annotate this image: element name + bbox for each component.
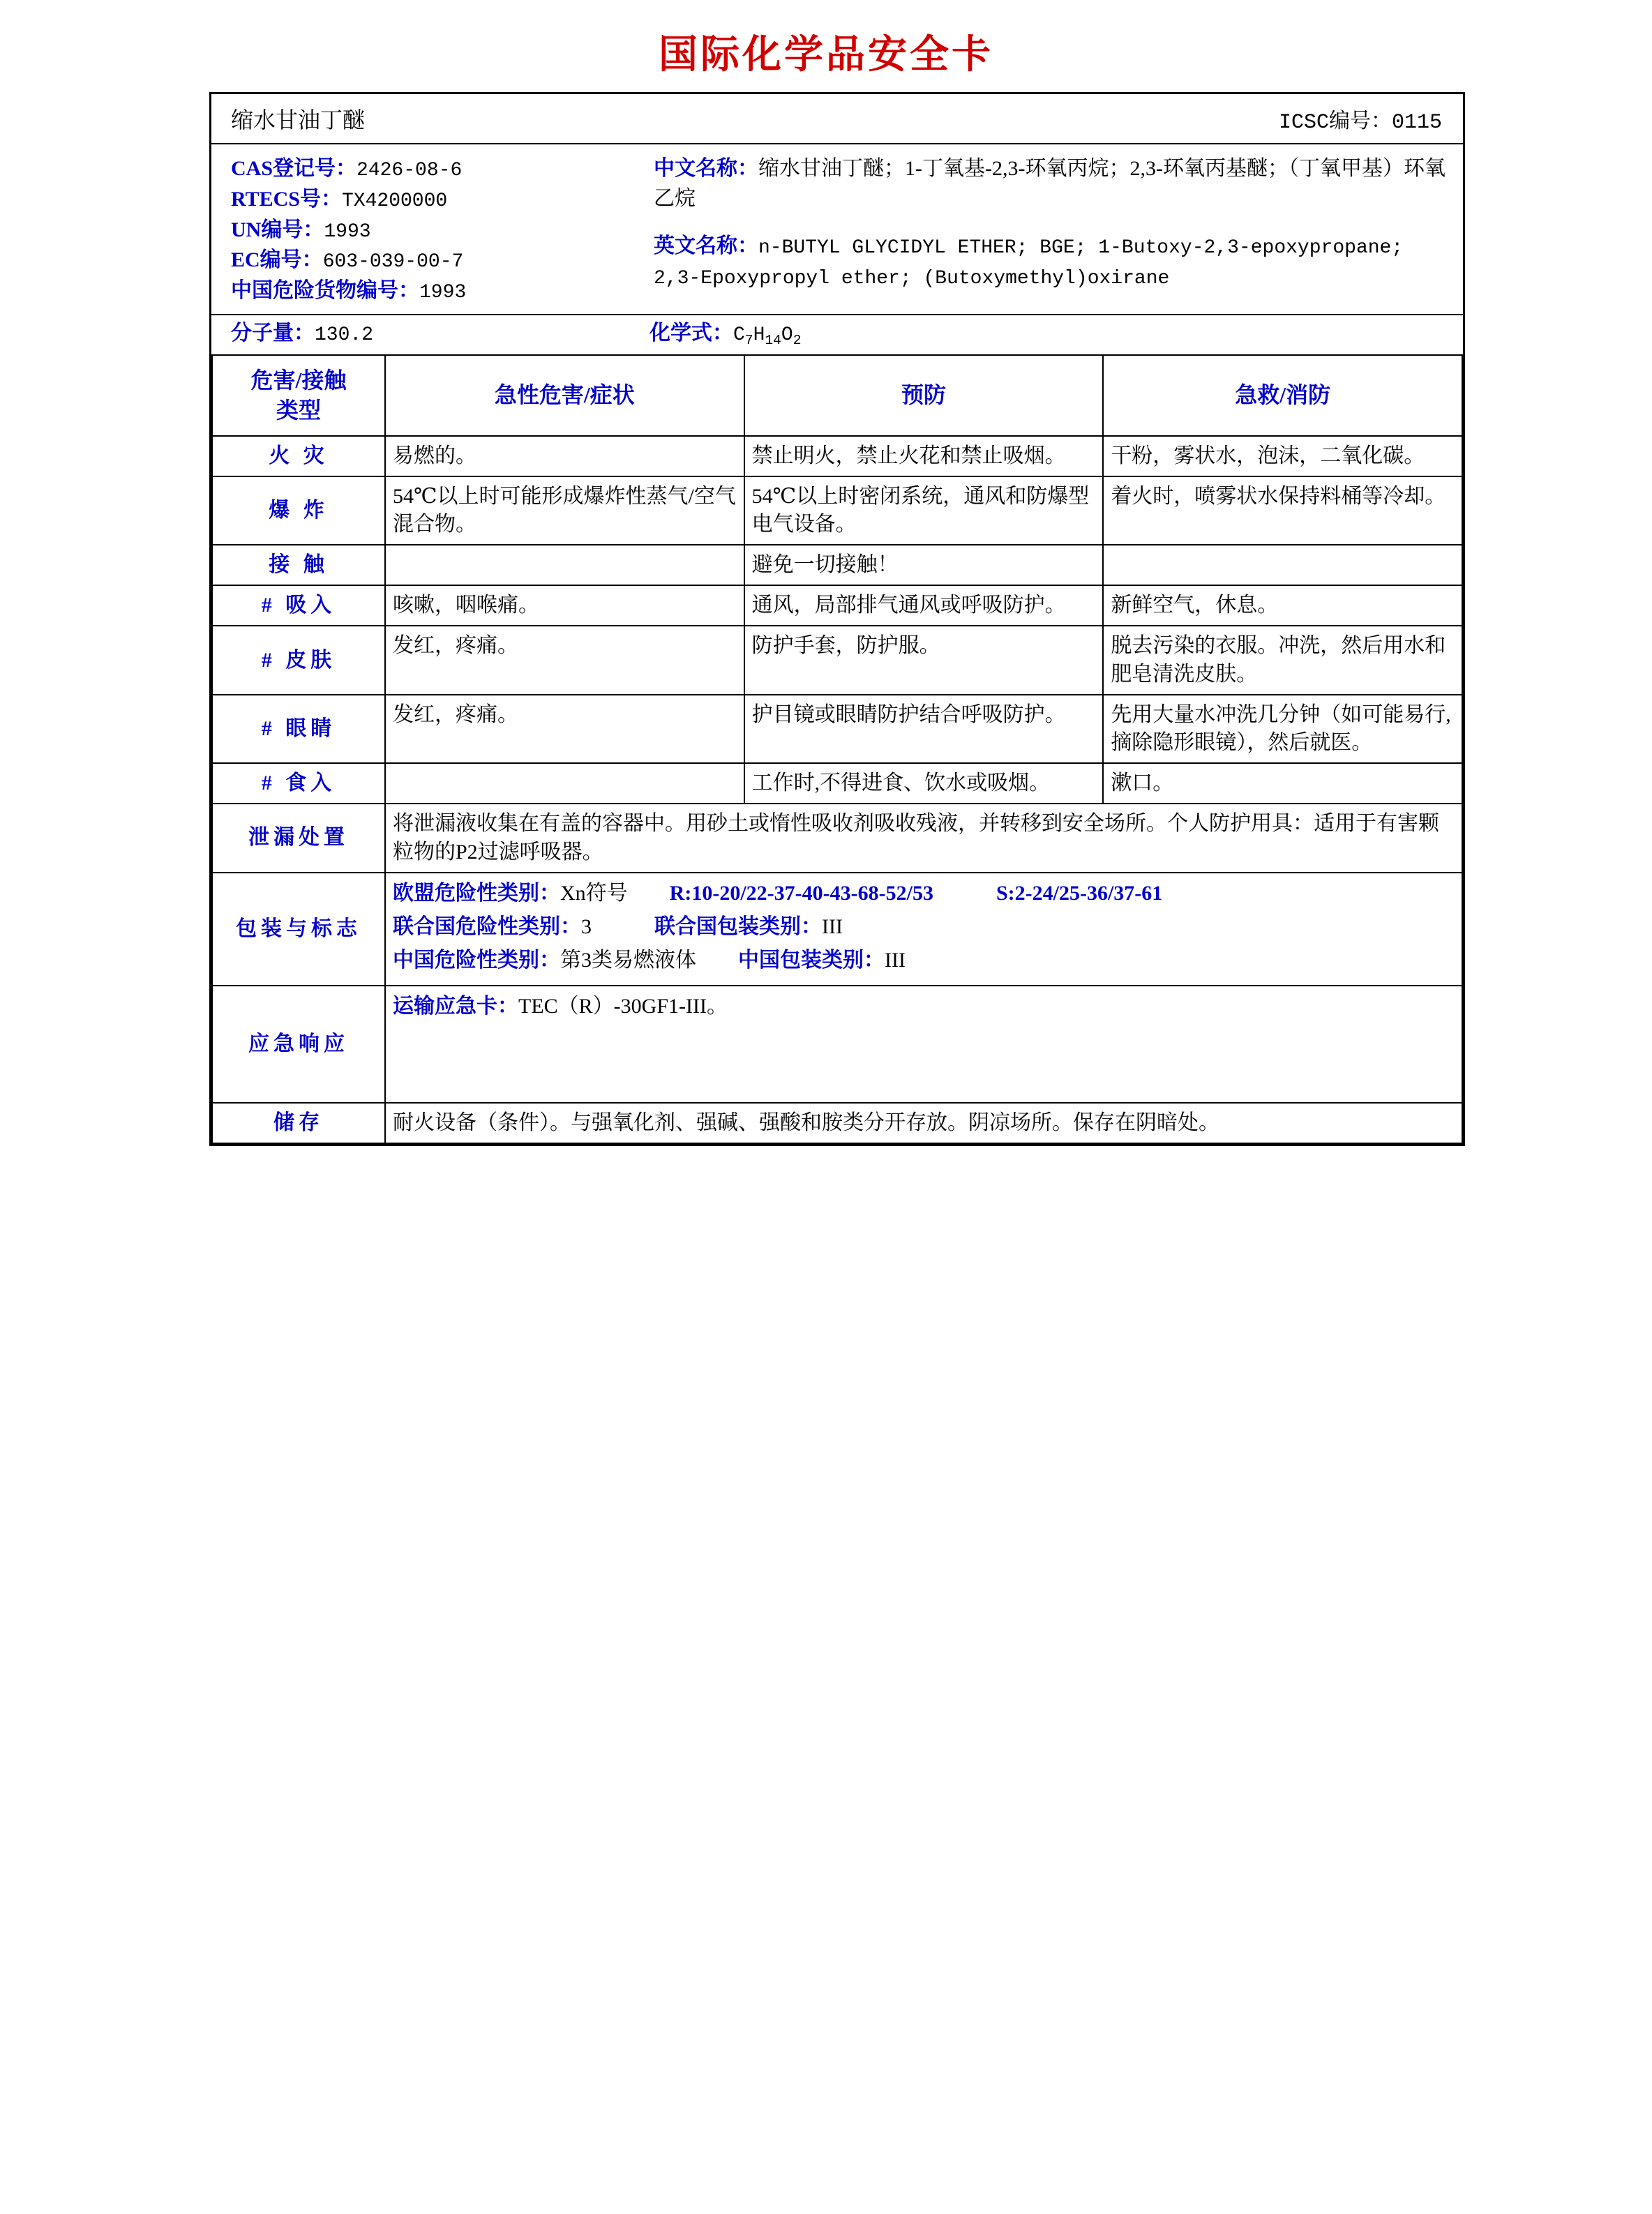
formula-value: $C_7H_{14}O_2$ <box>733 324 802 349</box>
chinese-name-label: 中文名称： <box>654 157 758 180</box>
cell-symptoms-exposure <box>385 545 744 585</box>
page-title: 国际化学品安全卡 <box>659 33 993 77</box>
section-text-emergency <box>385 986 1462 1103</box>
row-category-exposure: 接 触 <box>212 545 385 585</box>
english-name-label: 英文名称： <box>654 234 758 258</box>
chinese-name-row <box>654 154 1446 213</box>
ec-value: 603-039-00-7 <box>322 251 464 273</box>
row-category-eyes: # 眼睛 <box>212 695 385 763</box>
un-row <box>231 216 644 246</box>
section-text-packaging <box>385 873 1462 986</box>
un-label: UN编号： <box>231 218 324 241</box>
table-row <box>212 763 1462 804</box>
table-header-row <box>212 355 1462 436</box>
section-label-emergency: 应急响应 <box>212 986 385 1103</box>
section-label-storage: 储存 <box>212 1103 385 1143</box>
cell-firstaid-explosion: 着火时，喷雾状水保持料桶等冷却。 <box>1103 476 1462 545</box>
identification-block <box>211 144 1463 315</box>
card-header <box>211 94 1463 144</box>
cn-pack-value: III <box>885 948 906 972</box>
un-pack-value: III <box>822 914 843 938</box>
section-text-spill: 将泄漏液收集在有盖的容器中。用砂土或惰性吸收剂吸收残液，并转移到安全场所。个人防护用具：适用于有害颗粒物的P2过滤呼吸器。 <box>385 804 1462 872</box>
row-category-inhalation: # 吸入 <box>212 585 385 626</box>
row-category-explosion: 爆 炸 <box>212 476 385 545</box>
section-row-spill <box>212 804 1462 872</box>
cn-pack-label: 中国包装类别： <box>738 948 885 972</box>
row-category-ingestion: # 食入 <box>212 763 385 804</box>
ec-row <box>231 246 644 276</box>
cell-symptoms-eyes: 发红，疼痛。 <box>385 695 744 763</box>
icsc-label: ICSC编号： <box>1278 110 1392 135</box>
table-row <box>212 436 1462 476</box>
cell-symptoms-explosion: 54℃以上时可能形成爆炸性蒸气/空气混合物。 <box>385 476 744 545</box>
eu-hazard-line <box>393 879 1455 908</box>
un-pack-label: 联合国包装类别： <box>654 914 822 938</box>
cell-prevention-inhalation: 通风，局部排气通风或呼吸防护。 <box>744 585 1104 626</box>
molecular-weight-label: 分子量： <box>231 321 315 345</box>
table-row <box>212 545 1462 585</box>
formula-row <box>649 315 802 349</box>
english-name-row <box>654 232 1446 293</box>
ec-label: EC编号： <box>231 248 323 272</box>
eu-hazard-label: 欧盟危险性类别： <box>393 881 560 905</box>
cell-firstaid-exposure <box>1103 545 1462 585</box>
section-row-storage <box>212 1103 1462 1143</box>
icsc-number-group <box>1279 95 1463 143</box>
un-value: 1993 <box>324 220 371 243</box>
cell-firstaid-fire: 干粉，雾状水，泡沫，二氧化碳。 <box>1103 436 1462 476</box>
chinese-name-value: 缩水甘油丁醚；1-丁氧基-2,3-环氧丙烷；2,3-环氧丙基醚；（丁氧甲基）环氧乙烷 <box>654 157 1446 210</box>
cell-prevention-ingestion: 工作时,不得进食、饮水或吸烟。 <box>744 763 1104 804</box>
identification-left <box>211 144 644 314</box>
cell-symptoms-skin: 发红，疼痛。 <box>385 626 744 694</box>
cell-symptoms-inhalation: 咳嗽，咽喉痛。 <box>385 585 744 626</box>
cas-row <box>231 154 644 185</box>
icsc-card <box>209 92 1465 1146</box>
header-symptoms: 急性危害/症状 <box>385 355 744 436</box>
section-label-packaging: 包装与标志 <box>212 873 385 986</box>
section-row-emergency <box>212 986 1462 1103</box>
rtecs-label: RTECS号： <box>231 187 342 211</box>
cas-value: 2426-08-6 <box>356 160 463 181</box>
cn-dangerous-goods-row <box>231 276 644 307</box>
cn-hazard-value: 第3类易燃液体 <box>560 948 696 972</box>
header-firstaid: 急救/消防 <box>1103 355 1462 436</box>
table-row <box>212 695 1462 763</box>
header-category-line1: 危害/接触 <box>250 367 347 393</box>
row-category-skin: # 皮肤 <box>212 626 385 694</box>
molecular-weight-value: 130.2 <box>315 324 374 346</box>
icsc-number: 0115 <box>1391 110 1442 135</box>
table-row <box>212 585 1462 626</box>
transport-card-label: 运输应急卡： <box>393 994 518 1018</box>
cell-firstaid-skin: 脱去污染的衣服。冲洗，然后用水和肥皂清洗皮肤。 <box>1103 626 1462 694</box>
cell-prevention-explosion: 54℃以上时密闭系统，通风和防爆型电气设备。 <box>744 476 1104 545</box>
cn-dangerous-goods-label: 中国危险货物编号： <box>231 279 419 302</box>
cell-symptoms-fire: 易燃的。 <box>385 436 744 476</box>
rtecs-value: TX4200000 <box>341 190 448 212</box>
header-prevention: 预防 <box>744 355 1104 436</box>
row-category-fire: 火 灾 <box>212 436 385 476</box>
identification-right <box>644 144 1463 314</box>
transport-card-value: TEC（R）-30GF1-III。 <box>518 994 728 1018</box>
table-row <box>212 476 1462 545</box>
cell-firstaid-eyes: 先用大量水冲洗几分钟（如可能易行,摘除隐形眼镜），然后就医。 <box>1103 695 1462 763</box>
formula-label: 化学式： <box>649 321 733 345</box>
cell-prevention-eyes: 护目镜或眼睛防护结合呼吸防护。 <box>744 695 1104 763</box>
cn-dangerous-goods-value: 1993 <box>419 282 467 303</box>
eu-s-phrases: S:2-24/25-36/37-61 <box>996 881 1163 905</box>
molecular-weight-row <box>231 315 649 346</box>
table-row <box>212 626 1462 694</box>
cell-firstaid-ingestion: 漱口。 <box>1103 763 1462 804</box>
cell-prevention-skin: 防护手套，防护服。 <box>744 626 1104 694</box>
section-row-packaging <box>212 873 1462 986</box>
section-text-storage: 耐火设备（条件）。与强氧化剂、强碱、强酸和胺类分开存放。阴凉场所。保存在阴暗处。 <box>385 1103 1462 1143</box>
eu-hazard-value: Xn符号 <box>560 881 628 905</box>
un-hazard-value: 3 <box>581 914 592 938</box>
cell-prevention-fire: 禁止明火，禁止火花和禁止吸烟。 <box>744 436 1104 476</box>
cell-symptoms-ingestion <box>385 763 744 804</box>
un-line <box>393 912 1455 942</box>
formula-block <box>211 315 1463 354</box>
rtecs-row <box>231 185 644 216</box>
cas-label: CAS登记号： <box>231 157 357 180</box>
eu-r-phrases: R:10-20/22-37-40-43-68-52/53 <box>669 881 933 905</box>
header-category <box>212 355 385 436</box>
transport-card-line <box>393 992 1455 1021</box>
un-hazard-label: 联合国危险性类别： <box>393 914 581 938</box>
header-category-line2: 类型 <box>276 397 321 423</box>
cell-prevention-exposure: 避免一切接触！ <box>744 545 1104 585</box>
cn-hazard-label: 中国危险性类别： <box>393 948 560 972</box>
chemical-name: 缩水甘油丁醚 <box>231 107 366 133</box>
english-name-value: n-BUTYL GLYCIDYL ETHER; BGE; 1-Butoxy-2,3-epoxypropane; 2,3-Epoxypropyl ether; (Butoxymethyl)oxirane <box>654 237 1404 289</box>
cell-firstaid-inhalation: 新鲜空气，休息。 <box>1103 585 1462 626</box>
hazard-table <box>211 354 1463 1144</box>
cn-line <box>393 946 1455 975</box>
section-label-spill: 泄漏处置 <box>212 804 385 872</box>
